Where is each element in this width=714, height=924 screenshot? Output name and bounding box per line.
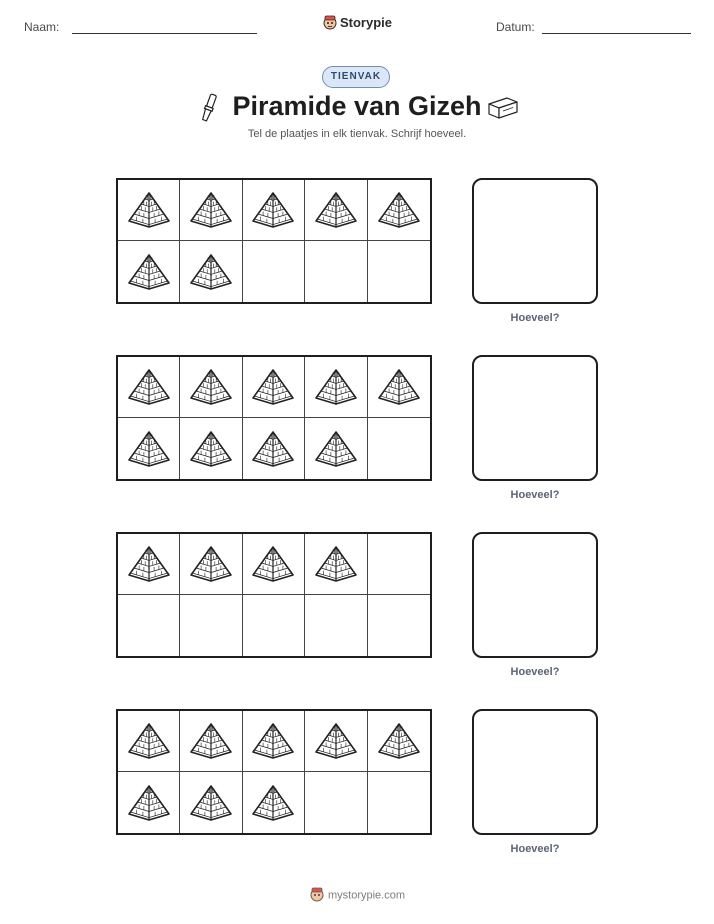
ten-frame-cell (368, 534, 430, 595)
date-label: Datum: (496, 20, 535, 34)
pyramid-icon (126, 430, 172, 468)
ten-frame-cell (243, 241, 305, 302)
ten-frame-cell (368, 772, 430, 833)
pyramid-icon (126, 368, 172, 406)
answer-box-1[interactable] (472, 178, 598, 304)
answer-box-3[interactable] (472, 532, 598, 658)
ten-frame-cell (305, 357, 367, 418)
pyramid-icon (250, 368, 296, 406)
ten-frame-cell (180, 418, 242, 479)
storypie-logo-icon (322, 14, 338, 33)
ten-frame-2 (116, 355, 432, 481)
pyramid-icon (250, 784, 296, 822)
ten-frame-cell (305, 241, 367, 302)
pyramid-icon (126, 191, 172, 229)
ten-frame-cell (243, 357, 305, 418)
ten-frame-cell (305, 595, 367, 656)
storypie-footer-logo-icon (309, 886, 325, 905)
pyramid-icon (313, 191, 359, 229)
ten-frame-cell (305, 180, 367, 241)
pyramid-icon (313, 430, 359, 468)
ten-frame-cell (368, 241, 430, 302)
answer-label-3: Hoeveel? (510, 666, 560, 678)
instructions: Tel de plaatjes in elk tienvak. Schrijf hoeveel. (247, 128, 467, 140)
pyramid-icon (188, 253, 234, 291)
answer-box-2[interactable] (472, 355, 598, 481)
footer (0, 886, 714, 905)
pyramid-icon (376, 191, 422, 229)
ten-frame-cell (368, 595, 430, 656)
pyramid-icon (188, 368, 234, 406)
name-label: Naam: (24, 20, 60, 34)
ten-frame-cell (368, 357, 430, 418)
ten-frame-cell (118, 180, 180, 241)
ten-frame-cell (368, 180, 430, 241)
pyramid-icon (188, 545, 234, 583)
date-line[interactable] (542, 33, 691, 34)
page-title: Piramide van Gizeh (232, 91, 482, 121)
answer-label-2: Hoeveel? (510, 489, 560, 501)
ten-frame-cell (368, 711, 430, 772)
ten-frame-cell (118, 711, 180, 772)
brand-name: Storypie (339, 14, 392, 30)
pyramid-icon (313, 368, 359, 406)
pyramid-icon (126, 253, 172, 291)
pyramid-icon (250, 430, 296, 468)
ten-frame-1 (116, 178, 432, 304)
ten-frame-cell (305, 534, 367, 595)
name-line[interactable] (72, 33, 257, 34)
ten-frame-cell (118, 595, 180, 656)
pyramid-icon (376, 722, 422, 760)
ten-frame-cell (243, 772, 305, 833)
pyramid-icon (313, 545, 359, 583)
ten-frame-cell (243, 180, 305, 241)
ten-frame-cell (118, 357, 180, 418)
pyramid-icon (250, 545, 296, 583)
ten-frame-cell (305, 418, 367, 479)
answer-label-4: Hoeveel? (510, 843, 560, 855)
brand (0, 14, 714, 33)
ten-frame-4 (116, 709, 432, 835)
pyramid-icon (188, 430, 234, 468)
ten-frame-cell (243, 534, 305, 595)
ten-frame-cell (305, 772, 367, 833)
answer-box-4[interactable] (472, 709, 598, 835)
pyramid-icon (188, 722, 234, 760)
ten-frame-cell (368, 418, 430, 479)
ten-frame-cell (118, 534, 180, 595)
stone-block-icon (487, 94, 519, 125)
ten-frame-cell (243, 595, 305, 656)
pyramid-icon (376, 368, 422, 406)
ten-frame-cell (180, 772, 242, 833)
ten-frame-3 (116, 532, 432, 658)
ten-frame-cell (305, 711, 367, 772)
pyramid-icon (126, 545, 172, 583)
ten-frame-cell (180, 357, 242, 418)
topic-badge: TIENVAK (322, 66, 390, 88)
ten-frame-cell (180, 534, 242, 595)
ten-frame-cell (118, 241, 180, 302)
ten-frame-cell (180, 241, 242, 302)
ten-frame-cell (118, 418, 180, 479)
pyramid-icon (126, 784, 172, 822)
footer-url[interactable]: mystorypie.com (327, 889, 406, 902)
ten-frame-cell (118, 772, 180, 833)
ten-frame-cell (180, 711, 242, 772)
pyramid-icon (126, 722, 172, 760)
pyramid-icon (250, 722, 296, 760)
ten-frame-cell (180, 180, 242, 241)
pyramid-icon (250, 191, 296, 229)
pyramid-icon (188, 191, 234, 229)
ten-frame-cell (180, 595, 242, 656)
ten-frame-cell (243, 418, 305, 479)
pyramid-icon (188, 784, 234, 822)
answer-label-1: Hoeveel? (510, 312, 560, 324)
ten-frame-cell (243, 711, 305, 772)
pyramid-icon (313, 722, 359, 760)
